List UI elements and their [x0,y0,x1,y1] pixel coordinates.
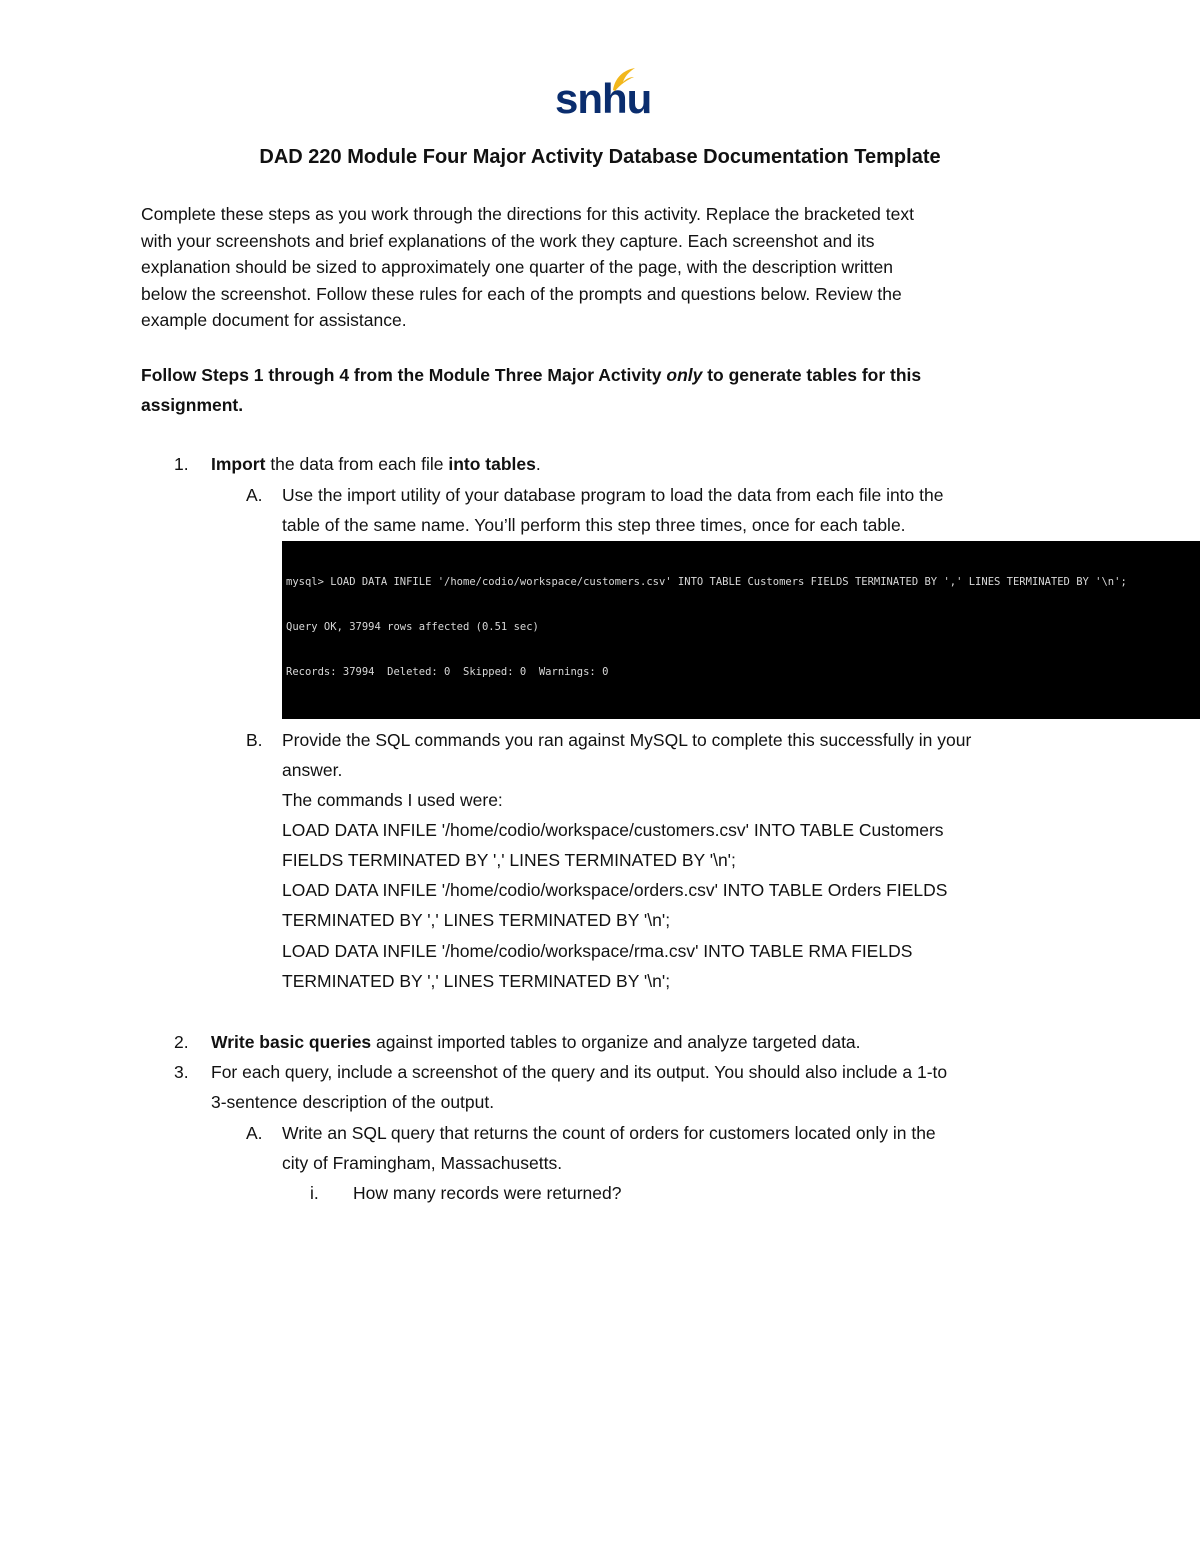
intro-line: below the screenshot. Follow these rules for each of the prompts and questions below. Review the [141,283,902,304]
sql-command-line: FIELDS TERMINATED BY ',' LINES TERMINATED BY '\n'; [282,850,736,870]
list-letter: A. [246,485,263,505]
list-item-2 [211,1029,861,1055]
instruction-emphasis: only [666,365,703,385]
intro-line: explanation should be sized to approximately one quarter of the page, with the description written [141,257,893,277]
list-number: 1. [174,454,189,474]
item-bold-text: Import [211,454,266,474]
list-letter: A. [246,1123,263,1143]
list-letter: B. [246,730,263,750]
sub-item-1a-line: table of the same name. You’ll perform this step three times, once for each table. [282,515,906,535]
item-bold-text: into tables [448,454,536,474]
instruction-paragraph [141,360,1041,420]
snhu-logo [555,66,652,122]
sub-item-1b-line: Provide the SQL commands you ran against MySQL to complete this successfully in your [282,730,972,750]
sub-item-1b-line: answer. [282,760,343,780]
list-number: 2. [174,1032,189,1052]
terminal-line [286,710,1200,719]
intro-paragraph [141,201,1041,334]
sql-command-line: LOAD DATA INFILE '/home/codio/workspace/rma.csv' INTO TABLE RMA FIELDS [282,941,913,961]
sql-command-line: LOAD DATA INFILE '/home/codio/workspace/orders.csv' INTO TABLE Orders FIELDS [282,880,948,900]
logo-wordmark: snhu [555,75,652,122]
intro-line: example document for assistance. [141,310,407,330]
item-text: . [535,454,541,474]
terminal-line: mysql> LOAD DATA INFILE '/home/codio/workspace/customers.csv' INTO TABLE Customers FIELDS TERMINATED BY ',' LINES TERMINATED BY '\n'; [286,576,1127,588]
item-text: the data from each file [265,454,449,474]
list-item-3-line: 3-sentence description of the output. [211,1092,495,1112]
sql-command-line: LOAD DATA INFILE '/home/codio/workspace/customers.csv' INTO TABLE Customers [282,820,944,840]
intro-line: Complete these steps as you work through the directions for this activity. Replace the bracketed text [141,204,914,224]
sub-item-3a-line: Write an SQL query that returns the count of orders for customers located only in the [282,1123,936,1143]
instruction-text: Follow Steps 1 through 4 from the Module Three Major Activity [141,365,667,385]
intro-line: with your screenshots and brief explanations of the work they capture. Each screenshot and its [141,230,875,251]
sql-command-line: TERMINATED BY ',' LINES TERMINATED BY '\n'; [282,971,671,991]
list-number: 3. [174,1062,189,1082]
instruction-text: assignment. [141,395,244,415]
terminal-screenshot [282,541,1200,719]
sub-item-3a-i: How many records were returned? [353,1183,622,1203]
terminal-line: Records: 37994 Deleted: 0 Skipped: 0 Warnings: 0 [286,666,609,678]
sql-command-line: TERMINATED BY ',' LINES TERMINATED BY '\n'; [282,910,671,930]
item-bold-text: Write basic queries [211,1032,372,1052]
flame-leaf-icon [609,66,637,92]
instruction-text: to generate tables for this [702,365,922,385]
document-title: DAD 220 Module Four Major Activity Database Documentation Template [259,146,941,168]
sub-item-3a-line: city of Framingham, Massachusetts. [282,1153,563,1173]
sub-item-1b-line: The commands I used were: [282,790,503,810]
list-numeral: i. [310,1183,319,1203]
item-text: against imported tables to organize and analyze targeted data. [371,1032,861,1052]
terminal-line: Query OK, 37994 rows affected (0.51 sec) [286,621,539,633]
list-item-3-line: For each query, include a screenshot of the query and its output. You should also include a 1-to [211,1062,948,1082]
list-item-1 [211,451,541,477]
sub-item-1a-line: Use the import utility of your database program to load the data from each file into the [282,485,944,505]
